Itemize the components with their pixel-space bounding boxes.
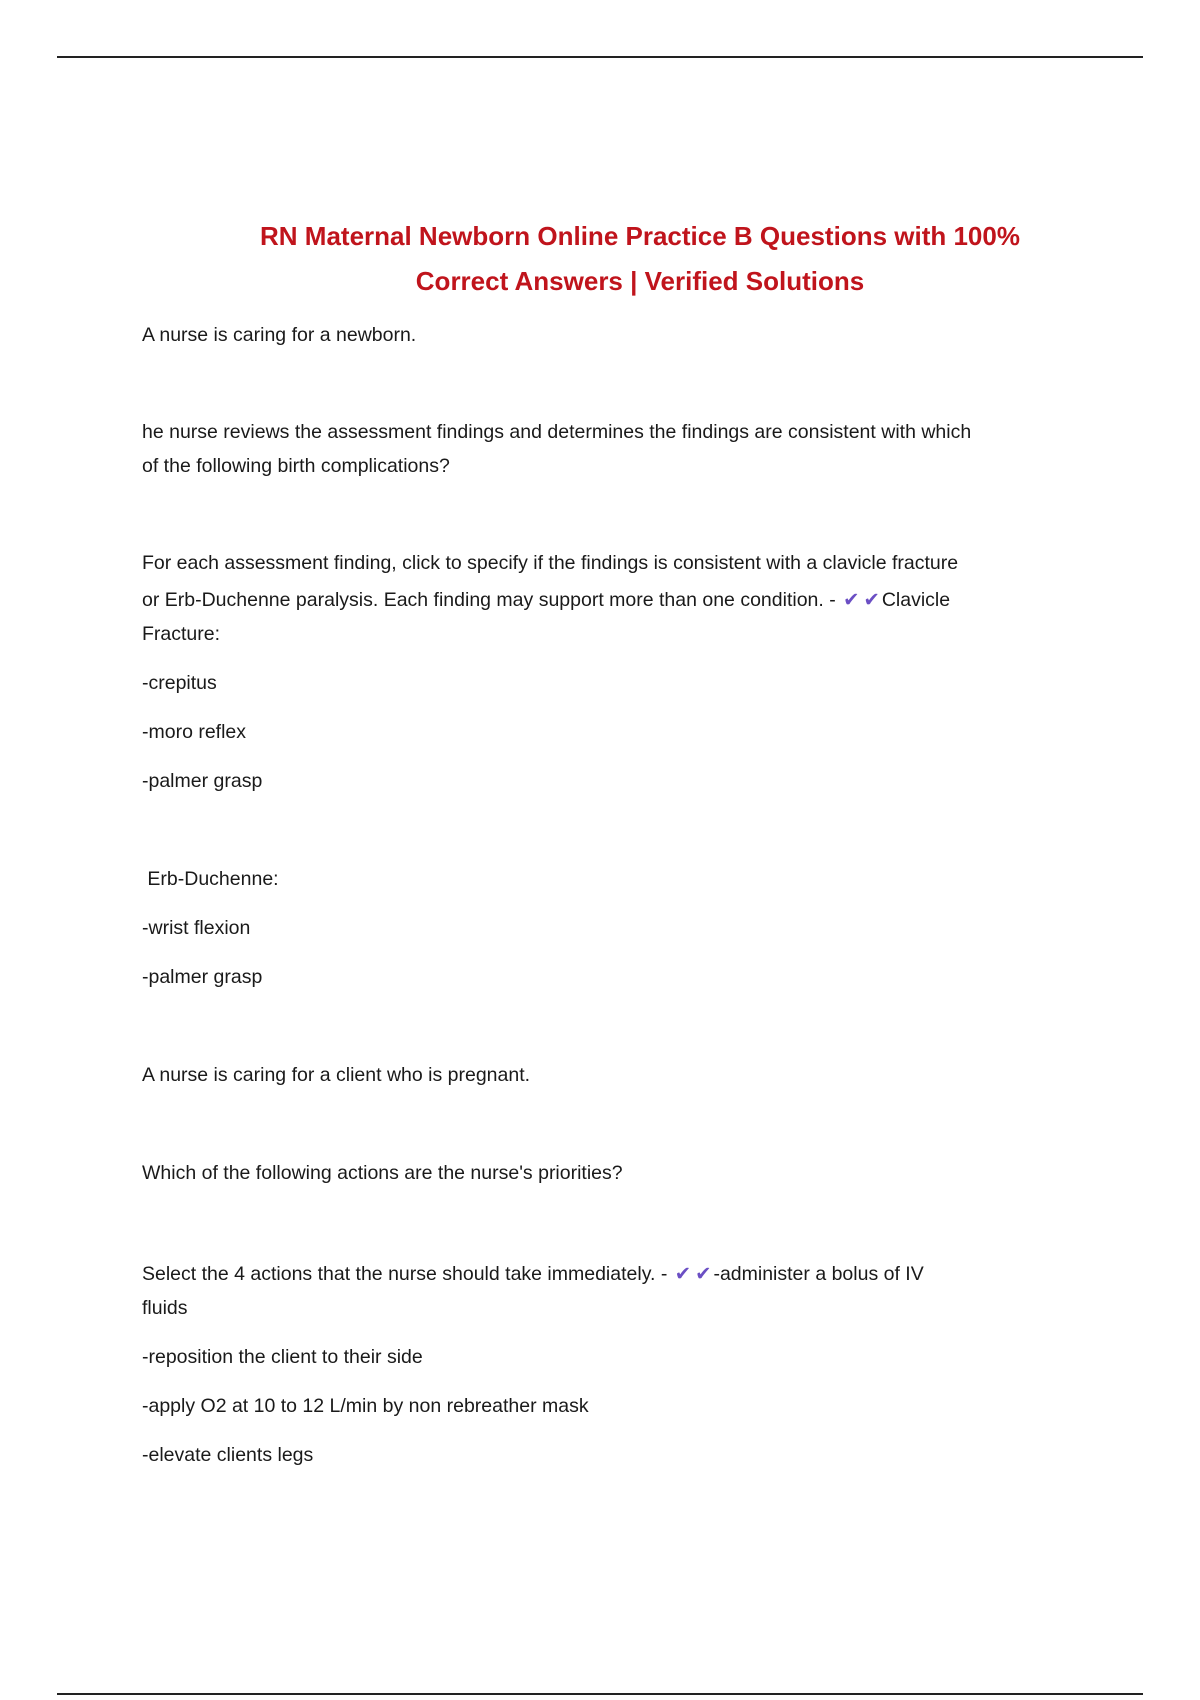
q1-answer-start: Clavicle	[881, 589, 951, 611]
q2-action-item: -apply O2 at 10 to 12 L/min by non rebreather mask	[142, 1395, 589, 1417]
clavicle-item: -crepitus	[142, 672, 217, 694]
check-icon: ✔	[863, 589, 880, 611]
q2-instruction-line-1	[142, 1257, 924, 1291]
check-icon: ✔	[674, 1263, 692, 1285]
check-icon: ✔	[695, 1263, 712, 1285]
bottom-rule	[57, 1693, 1143, 1695]
q1-intro: A nurse is caring for a newborn.	[142, 324, 417, 346]
q1-stem-line-2: of the following birth complications?	[142, 455, 450, 477]
erb-duchenne-heading: Erb-Duchenne:	[142, 868, 279, 890]
q1-stem-line-1: he nurse reviews the assessment findings and determines the findings are consistent with which	[142, 421, 972, 443]
erb-item: -wrist flexion	[142, 917, 251, 939]
check-icon: ✔	[843, 589, 860, 611]
clavicle-item: -palmer grasp	[142, 770, 263, 792]
q2-answer-start: -administer a bolus of IV	[713, 1263, 924, 1285]
q1-answer-continued: Fracture:	[142, 623, 221, 645]
q1-instruction-line-2	[142, 583, 950, 617]
document-title	[200, 214, 1080, 304]
q2-answer-continued: fluids	[142, 1297, 188, 1319]
q2-action-item: -elevate clients legs	[142, 1444, 314, 1466]
q2-action-item: -reposition the client to their side	[142, 1346, 423, 1368]
clavicle-item: -moro reflex	[142, 721, 247, 743]
q1-instruction-text: or Erb-Duchenne paralysis. Each finding may support more than one condition. -	[142, 589, 842, 611]
title-line-2: Correct Answers | Verified Solutions	[415, 266, 865, 296]
title-line-1: RN Maternal Newborn Online Practice B Questions with 100%	[260, 221, 1020, 251]
erb-item: -palmer grasp	[142, 966, 263, 988]
q2-instruction-text: Select the 4 actions that the nurse should take immediately. -	[142, 1263, 673, 1285]
top-rule	[57, 56, 1143, 58]
q2-stem: Which of the following actions are the nurse's priorities?	[142, 1162, 623, 1184]
q2-intro: A nurse is caring for a client who is pregnant.	[142, 1064, 531, 1086]
q1-instruction-line-1: For each assessment finding, click to specify if the findings is consistent with a clavicle fracture	[142, 552, 959, 574]
